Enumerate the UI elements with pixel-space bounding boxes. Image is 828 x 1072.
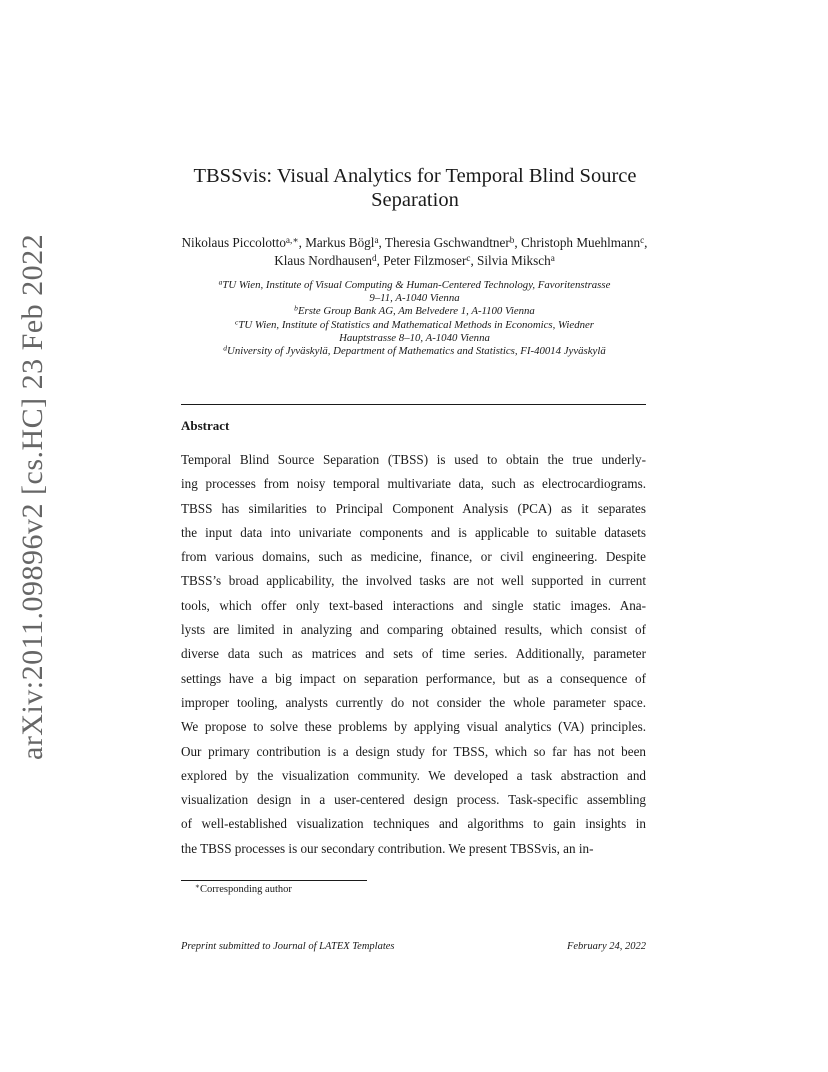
affiliation-mark: c (234, 317, 239, 327)
footnote-mark: ∗ (195, 881, 200, 891)
abstract-line: visualization design in a user-centered design process. Task-specific assembling (181, 792, 646, 808)
abstract-line: We propose to solve these problems by applying visual analytics (VA) principles. (181, 719, 646, 735)
paper-title (170, 164, 660, 212)
author-affiliation-mark: a (374, 234, 379, 245)
author-name: Peter Filzmoser (383, 253, 467, 268)
footer-preprint-note: Preprint submitted to Journal of LATEX Templates (181, 941, 395, 952)
author-list (178, 234, 651, 270)
author-affiliation-mark: b (509, 234, 515, 245)
affiliation-mark: b (294, 304, 298, 314)
author-affiliation-mark: d (371, 252, 377, 263)
author-affiliation-mark: a,∗ (285, 234, 299, 245)
abstract-heading: Abstract (181, 418, 230, 433)
abstract-line: from various domains, such as medicine, finance, or civil engineering. Despite (181, 549, 646, 565)
abstract-line: the TBSS processes is our secondary contribution. We present TBSSvis, an in- (181, 840, 594, 856)
author-name: Christoph Muehlmann (521, 235, 641, 250)
abstract-top-rule (181, 404, 646, 405)
affiliation-text: TU Wien, Institute of Visual Computing & Human-Centered Technology, Favoritenstrasse (222, 279, 611, 291)
affiliation-line-continued: Hauptstrasse 8–10, A-1040 Vienna (339, 331, 490, 344)
author-separator: , (376, 253, 384, 268)
abstract-line: tools, which offer only text-based interactions and single static images. Ana- (181, 597, 646, 613)
abstract-line: Temporal Blind Source Separation (TBSS) is used to obtain the true underly- (181, 452, 646, 467)
footnote-rule (181, 880, 367, 881)
author-name: Theresia Gschwandtner (384, 235, 510, 250)
author-separator: , (378, 235, 385, 250)
abstract-line: lysts are limited in analyzing and comparing obtained results, which consist of (181, 622, 646, 638)
footnote-text: Corresponding author (200, 884, 292, 895)
author-name: Silvia Miksch (477, 253, 551, 268)
title-line-1: TBSSvis: Visual Analytics for Temporal Blind Source (193, 165, 637, 187)
author-name: Klaus Nordhausen (274, 253, 372, 268)
affiliation-line (172, 319, 657, 332)
author-affiliation-mark: a (550, 252, 555, 263)
abstract-line: of well-established visualization techniques and algorithms to gain insights in (181, 816, 646, 832)
author-affiliation-mark: c (640, 234, 645, 245)
affiliation-line (172, 345, 657, 358)
author-name: Nikolaus Piccolotto (181, 235, 286, 250)
affiliation-list (172, 279, 657, 358)
title-line-2: Separation (371, 189, 459, 211)
footnote (195, 881, 292, 895)
affiliation-text: University of Jyväskylä, Department of Mathematics and Statistics, FI-40014 Jyväskylä (227, 345, 606, 358)
affiliation-line (172, 305, 657, 318)
abstract-line: diverse data such as matrices and sets of time series. Additionally, parameter (181, 646, 646, 662)
author-separator: , (514, 235, 521, 250)
footer-date: February 24, 2022 (566, 941, 646, 952)
affiliation-text: TU Wien, Institute of Statistics and Mathematical Methods in Economics, Wiedner (238, 318, 594, 331)
affiliation-line (172, 279, 657, 292)
author-name: Markus Bögl (305, 235, 375, 250)
author-separator: , (644, 235, 648, 250)
author-affiliation-mark: c (466, 252, 471, 263)
arxiv-identifier: arXiv:2011.09896v2 [cs.HC] 23 Feb 2022 (16, 233, 49, 760)
author-separator: , (470, 253, 478, 268)
abstract-line: TBSS has similarities to Principal Component Analysis (PCA) as it separates (181, 500, 646, 516)
abstract-line: ing processes from noisy temporal multivariate data, such as electrocardiograms. (181, 476, 646, 492)
abstract-body (181, 448, 646, 861)
abstract-line: settings have a big impact on separation performance, but as a consequence of (181, 670, 646, 686)
abstract-line: explored by the visualization community. We developed a task abstraction and (181, 767, 646, 783)
affiliation-text: Erste Group Bank AG, Am Belvedere 1, A-1100 Vienna (297, 305, 535, 318)
abstract-line: TBSS’s broad applicability, the involved tasks are not well supported in current (181, 573, 646, 589)
affiliation-mark: a (218, 277, 223, 287)
abstract-line: improper tooling, analysts currently do not consider the whole parameter space. (181, 694, 646, 710)
author-separator: , (298, 235, 306, 250)
abstract-line: the input data into univariate components and is applicable to suitable datasets (181, 524, 646, 540)
abstract-line: Our primary contribution is a design study for TBSS, which so far has not been (181, 743, 646, 759)
affiliation-line-continued: 9–11, A-1040 Vienna (369, 292, 460, 305)
affiliation-mark: d (223, 343, 228, 353)
